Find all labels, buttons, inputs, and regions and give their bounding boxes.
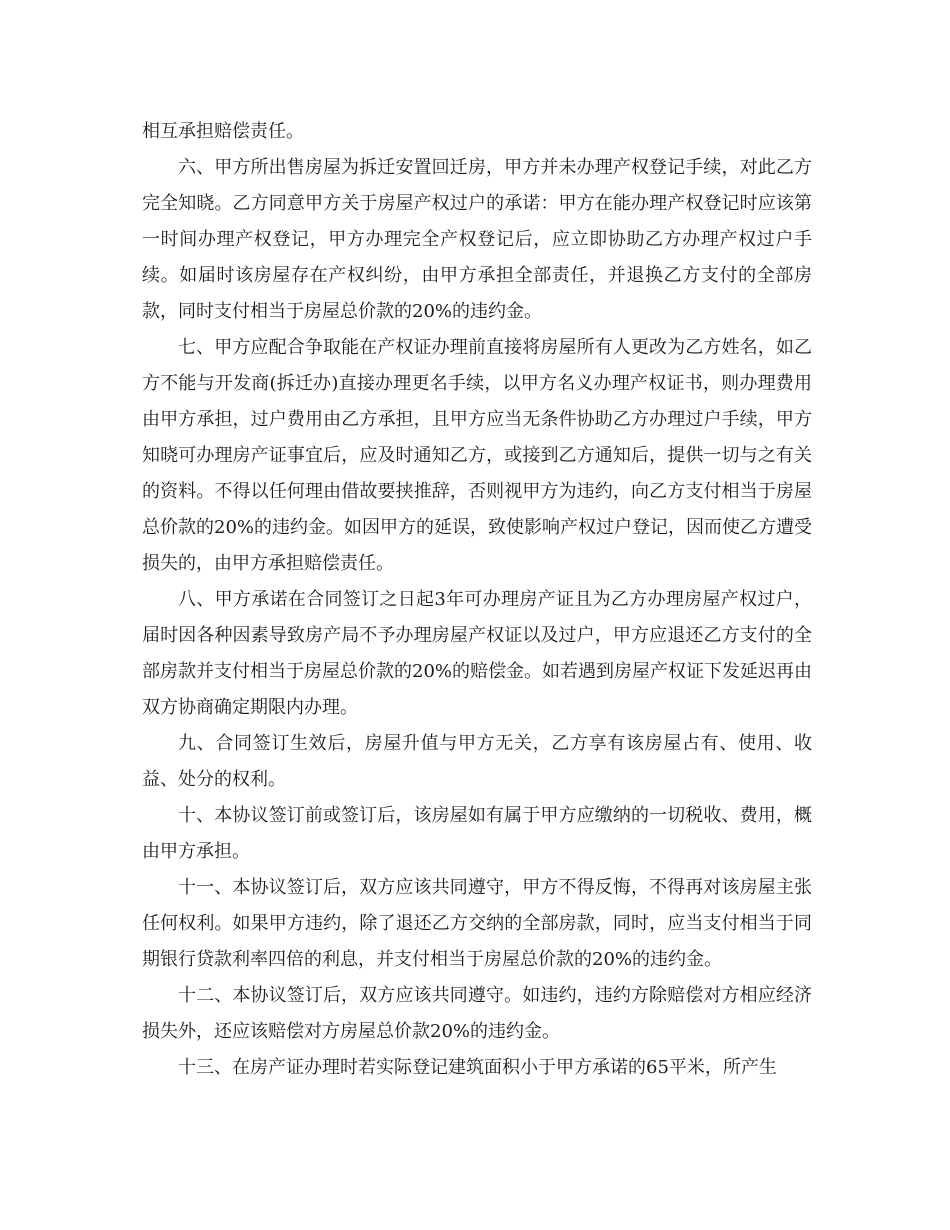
clause-9: 九、合同签订生效后，房屋升值与甲方无关，乙方享有该房屋占有、使用、收益、处分的权利。	[142, 733, 812, 790]
clause-12: 十二、本协议签订后，双方应该共同遵守。如违约，违约方除赔偿对方相应经济损失外，还应该赔偿对方房屋总价款20%的违约金。	[142, 985, 812, 1042]
document-body	[142, 114, 812, 1086]
clause-7: 七、甲方应配合争取能在产权证办理前直接将房屋所有人更改为乙方姓名，如乙方不能与开发商(拆迁办)直接办理更名手续，以甲方名义办理产权证书，则办理费用由甲方承担，过户费用由乙方承担，且甲方应当无条件协助乙方办理过户手续，甲方知晓可办理房产证事宜后，应及时通知乙方，或接到乙方通知后，提供一切与之有关的资料。不得以任何理由借故要挟推辞，否则视甲方为违约，向乙方支付相当于房屋总价款的20%的违约金。如因甲方的延误，致使影响产权过户登记，因而使乙方遭受损失的，由甲方承担赔偿责任。	[142, 337, 813, 574]
clause-6: 六、甲方所出售房屋为拆迁安置回迁房，甲方并未办理产权登记手续，对此乙方完全知晓。乙方同意甲方关于房屋产权过户的承诺：甲方在能办理产权登记时应该第一时间办理产权登记，甲方办理完全产权登记后，应立即协助乙方办理产权过户手续。如届时该房屋存在产权纠纷，由甲方承担全部责任，并退换乙方支付的全部房款，同时支付相当于房屋总价款的20%的违约金。	[142, 157, 812, 322]
clause-11: 十一、本协议签订后，双方应该共同遵守，甲方不得反悔，不得再对该房屋主张任何权利。如果甲方违约，除了退还乙方交纳的全部房款，同时，应当支付相当于同期银行贷款利率四倍的利息，并支付相当于房屋总价款的20%的违约金。	[142, 877, 812, 970]
clause-13: 十三、在房产证办理时若实际登记建筑面积小于甲方承诺的65平米，所产生	[178, 1057, 777, 1078]
clause-8: 八、甲方承诺在合同签订之日起3年可办理房产证且为乙方办理房屋产权过户，届时因各种因素导致房产局不予办理房屋产权证以及过户，甲方应退还乙方支付的全部房款并支付相当于房屋总价款的20%的赔偿金。如若遇到房屋产权证下发延迟再由双方协商确定期限内办理。	[142, 589, 813, 718]
paragraph-continuation: 相互承担赔偿责任。	[142, 121, 304, 142]
clause-10: 十、本协议签订前或签订后，该房屋如有属于甲方应缴纳的一切税收、费用，概由甲方承担。	[142, 805, 812, 862]
